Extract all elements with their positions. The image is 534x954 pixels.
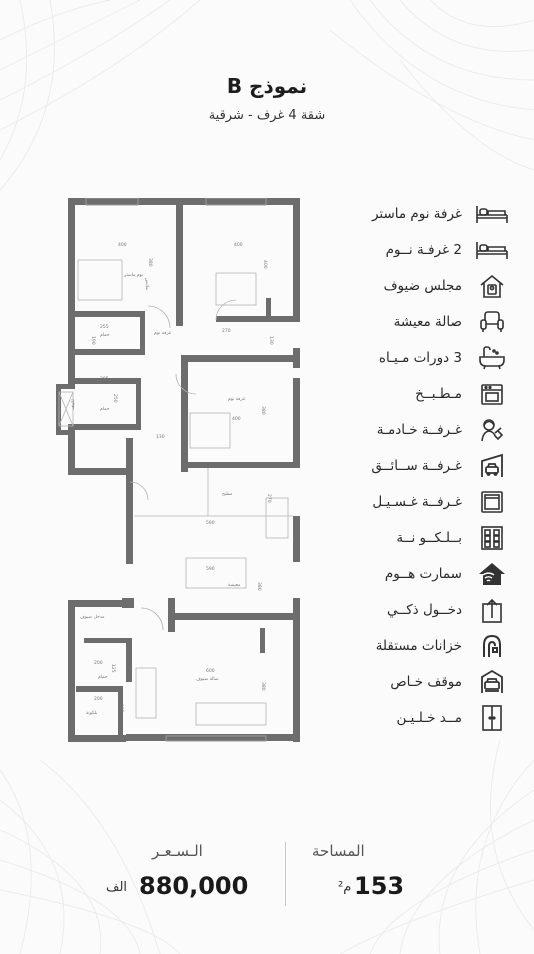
wall — [118, 686, 123, 742]
feature-item — [330, 197, 510, 231]
dim-label: 200 — [94, 661, 103, 666]
double-entrance-icon — [474, 702, 510, 734]
wall — [216, 316, 300, 322]
parking-icon — [474, 666, 510, 698]
floor-plan — [56, 198, 306, 743]
wall — [68, 735, 126, 742]
oven-icon — [474, 378, 510, 410]
dim-label: 125 — [118, 704, 123, 713]
price-label: الـسـعـر — [152, 842, 203, 860]
wall — [293, 638, 300, 742]
bed-icon — [474, 198, 510, 230]
room-label: مطبخ — [222, 492, 233, 497]
feature-item — [330, 341, 510, 375]
wall — [68, 311, 140, 317]
feature-label: غـرفــة خـادمـة — [376, 422, 462, 438]
wall — [266, 298, 271, 322]
wall — [181, 462, 300, 468]
room-label: غرفة نوم — [228, 397, 246, 402]
dim-label: 270 — [266, 494, 271, 503]
wall — [293, 516, 300, 562]
feature-label: مـطـبــخ — [415, 386, 462, 402]
feature-label: بــلـكــو نــة — [396, 530, 462, 546]
feature-item — [330, 305, 510, 339]
feature-label: غـرفــة ســائــق — [371, 458, 462, 474]
guest-house-icon — [474, 270, 510, 302]
bed — [78, 260, 122, 300]
room-label: نوم ماستر — [124, 273, 144, 278]
dim-label: 130 — [268, 336, 273, 345]
wall — [68, 349, 140, 355]
page-title: نموذج B — [226, 74, 308, 98]
dim-label: 295 — [100, 377, 109, 382]
wall — [68, 600, 130, 607]
armchair-icon — [474, 306, 510, 338]
dim-label: 380 — [260, 682, 265, 691]
wall — [168, 613, 300, 620]
feature-label: مــد خـلـيـن — [396, 710, 462, 726]
dim-label: 400 — [234, 243, 243, 248]
wall — [126, 638, 132, 682]
dim-label: 400 — [262, 260, 267, 269]
maid-icon — [474, 414, 510, 446]
wall — [68, 430, 75, 474]
feature-label: سمارت هــوم — [384, 566, 462, 582]
feature-item — [330, 485, 510, 519]
feature-item — [330, 377, 510, 411]
dim-label: 380 — [260, 406, 265, 415]
wall — [68, 198, 300, 205]
dim-label: 400 — [118, 243, 127, 248]
dim-label: 270 — [222, 329, 231, 334]
feature-item — [330, 593, 510, 627]
room-label: صالة ضيوف — [196, 677, 219, 682]
room-label: بلكونة — [86, 711, 98, 716]
door-swing — [141, 608, 163, 630]
wall — [168, 598, 175, 632]
dim-label: 600 — [206, 669, 215, 674]
room-label: تكييف — [71, 398, 76, 410]
room-label: حمام — [100, 333, 110, 338]
feature-label: خزانات مستقلة — [375, 638, 462, 654]
door-swing — [148, 306, 170, 328]
dining-table — [266, 498, 288, 538]
feature-item — [330, 629, 510, 663]
wall — [181, 362, 188, 472]
wall — [181, 355, 300, 362]
feature-item — [330, 665, 510, 699]
sofa — [196, 703, 266, 725]
feature-label: غـرفــة غـسـيـل — [372, 494, 462, 510]
feature-item — [330, 269, 510, 303]
sofa — [136, 668, 156, 718]
feature-label: موقف خـاص — [390, 674, 462, 690]
wall — [68, 600, 75, 742]
smart-entry-icon — [474, 594, 510, 626]
feature-label: غرفة نوم ماستر — [371, 206, 462, 222]
feature-label: 3 دورات مـيـاه — [378, 350, 462, 366]
wall — [122, 598, 134, 608]
dim-label: 590 — [206, 567, 215, 572]
wall — [84, 638, 128, 643]
wall — [126, 438, 133, 564]
bed-icon — [474, 234, 510, 266]
feature-item — [330, 521, 510, 555]
wall — [293, 198, 300, 318]
price-value: 880,000 — [139, 872, 249, 900]
area-unit: م² — [338, 880, 352, 895]
room-label: ملابس — [144, 278, 149, 291]
garage-car-icon — [474, 450, 510, 482]
page-subtitle: شقة 4 غرف - شرقية — [208, 108, 326, 123]
dim-label: 250 — [112, 394, 117, 403]
wall — [68, 424, 140, 430]
room-label: غرفة نوم — [154, 331, 172, 336]
dim-label: 130 — [156, 435, 165, 440]
dim-label: 590 — [206, 521, 215, 526]
dim-label: 400 — [232, 417, 241, 422]
feature-item — [330, 701, 510, 735]
price-unit: الف — [106, 880, 128, 895]
room-label: مدخل ضيوف — [80, 615, 105, 620]
bathtub-icon — [474, 342, 510, 374]
washing-machine-icon — [474, 486, 510, 518]
stats-divider — [285, 842, 286, 906]
wall — [140, 311, 145, 355]
feature-item — [330, 233, 510, 267]
wall — [68, 198, 75, 384]
feature-item — [330, 449, 510, 483]
wall — [56, 384, 61, 434]
wall — [126, 734, 300, 741]
feature-label: 2 غرفـة نــوم — [385, 242, 462, 258]
dim-label: 190 — [90, 336, 95, 345]
wall — [76, 686, 120, 692]
balcony-window-icon — [474, 522, 510, 554]
feature-item — [330, 413, 510, 447]
wall — [293, 378, 300, 468]
wall — [136, 378, 141, 430]
bed — [190, 413, 230, 448]
dim-label: 125 — [110, 664, 115, 673]
dim-label: 380 — [147, 258, 152, 267]
area-label: المساحة — [312, 842, 365, 860]
wall — [260, 628, 265, 653]
feature-label: صالة معيشة — [393, 314, 462, 330]
room-label: حمام — [98, 675, 108, 680]
feature-label: دخــول ذكــي — [387, 602, 462, 618]
room-label: معيشة — [228, 583, 241, 588]
dim-label: 380 — [256, 582, 261, 591]
wall — [176, 198, 183, 326]
dim-label: 200 — [94, 697, 103, 702]
area-value: 153 — [354, 872, 405, 900]
water-tank-icon — [474, 630, 510, 662]
smart-home-icon — [474, 558, 510, 590]
feature-label: مجلس ضيوف — [383, 278, 462, 294]
room-label: حمام — [100, 407, 110, 412]
feature-item — [330, 557, 510, 591]
wall — [68, 468, 130, 475]
dim-label: 255 — [100, 325, 109, 330]
